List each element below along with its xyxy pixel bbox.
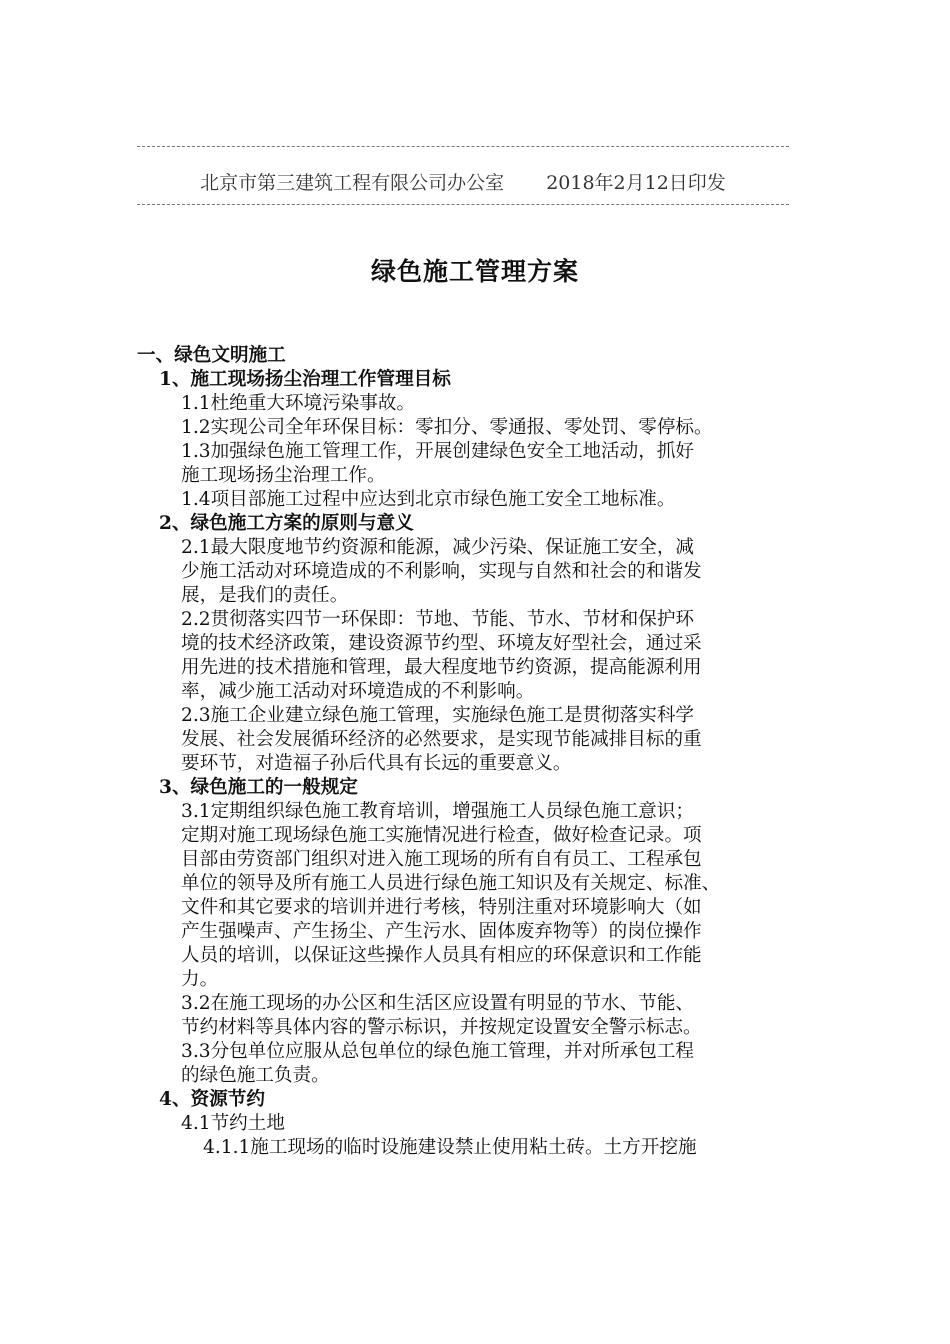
paragraph-line: 2.1最大限度地节约资源和能源，减少污染、保证施工安全，减 bbox=[181, 537, 695, 558]
subsection-heading: 1、施工现场扬尘治理工作管理目标 bbox=[159, 369, 451, 390]
section-heading: 一、绿色文明施工 bbox=[137, 345, 286, 366]
paragraph-line: 人员的培训，以保证这些操作人员具有相应的环保意识和工作能 bbox=[181, 945, 702, 966]
document-title: 绿色施工管理方案 bbox=[370, 257, 579, 286]
paragraph-line: 定期对施工现场绿色施工实施情况进行检查，做好检查记录。项 bbox=[181, 825, 702, 846]
paragraph-line: 单位的领导及所有施工人员进行绿色施工知识及有关规定、标准、 bbox=[181, 873, 721, 894]
paragraph-line: 2.2贯彻落实四节一环保即：节地、节能、节水、节材和保护环 bbox=[181, 609, 695, 630]
paragraph-line: 境的技术经济政策，建设资源节约型、环境友好型社会，通过采 bbox=[181, 633, 702, 654]
paragraph-line: 发展、社会发展循环经济的必然要求，是实现节能减排目标的重 bbox=[181, 729, 702, 750]
issuance-line bbox=[137, 168, 789, 195]
paragraph-line: 3.2在施工现场的办公区和生活区应设置有明显的节水、节能、 bbox=[181, 993, 695, 1014]
paragraph-line: 3.1定期组织绿色施工教育培训，增强施工人员绿色施工意识； bbox=[181, 801, 695, 822]
document-body bbox=[137, 344, 817, 1160]
paragraph-line: 节约材料等具体内容的警示标识，并按规定设置安全警示标志。 bbox=[181, 1017, 702, 1038]
paragraph-line: 率，减少施工活动对环境造成的不利影响。 bbox=[181, 681, 535, 702]
paragraph-line: 展，是我们的责任。 bbox=[181, 585, 349, 606]
paragraph-line: 2.3施工企业建立绿色施工管理，实施绿色施工是贯彻落实科学 bbox=[181, 705, 695, 726]
paragraph-line: 3.3分包单位应服从总包单位的绿色施工管理，并对所承包工程 bbox=[181, 1041, 695, 1062]
paragraph-line: 目部由劳资部门组织对进入施工现场的所有自有员工、工程承包 bbox=[181, 849, 702, 870]
paragraph-line: 要环节，对造福子孙后代具有长远的重要意义。 bbox=[181, 753, 572, 774]
subsection-heading: 3、绿色施工的一般规定 bbox=[159, 777, 358, 798]
paragraph-line: 4.1节约土地 bbox=[181, 1113, 285, 1134]
subsection-heading: 4、资源节约 bbox=[159, 1089, 265, 1110]
paragraph-line: 施工现场扬尘治理工作。 bbox=[181, 465, 386, 486]
paragraph-line: 1.4项目部施工过程中应达到北京市绿色施工安全工地标准。 bbox=[181, 489, 676, 510]
issuer-name: 北京市第三建筑工程有限公司办公室 bbox=[200, 172, 505, 194]
top-divider bbox=[137, 146, 789, 147]
paragraph-line: 少施工活动对环境造成的不利影响，实现与自然和社会的和谐发 bbox=[181, 561, 702, 582]
paragraph-line: 文件和其它要求的培训并进行考核，特别注重对环境影响大（如 bbox=[181, 897, 702, 918]
paragraph-line: 力。 bbox=[181, 969, 219, 990]
paragraph-line: 产生强噪声、产生扬尘、产生污水、固体废弃物等）的岗位操作 bbox=[181, 921, 702, 942]
clause-line: 4.1.1施工现场的临时设施建设禁止使用粘土砖。土方开挖施 bbox=[203, 1137, 697, 1158]
paragraph-line: 1.1杜绝重大环境污染事故。 bbox=[181, 393, 416, 414]
paragraph-line: 用先进的技术措施和管理，最大程度地节约资源，提高能源利用 bbox=[181, 657, 702, 678]
paragraph-line: 1.2实现公司全年环保目标：零扣分、零通报、零处罚、零停标。 bbox=[181, 417, 713, 438]
subsection-heading: 2、绿色施工方案的原则与意义 bbox=[159, 513, 414, 534]
issue-date: 2018年2月12日印发 bbox=[546, 172, 726, 194]
bottom-divider bbox=[137, 204, 789, 205]
paragraph-line: 1.3加强绿色施工管理工作，开展创建绿色安全工地活动，抓好 bbox=[181, 441, 695, 462]
paragraph-line: 的绿色施工负责。 bbox=[181, 1065, 330, 1086]
